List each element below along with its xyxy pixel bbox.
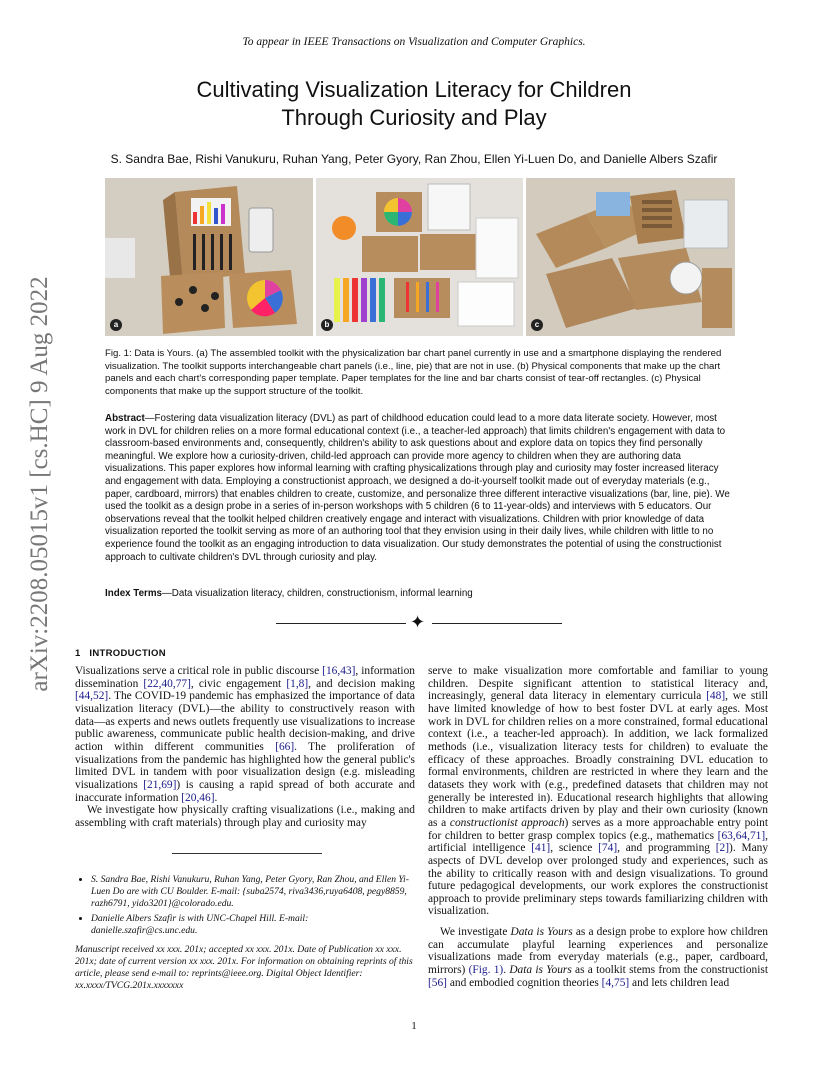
intro-paragraph-4: We investigate Data is Yours as a design probe to explore how children can accumulate playful learning experiences and personalize visualizations made from everyday materials (e.g., paper, cardboard, mirrors) (Fig. 1). Data is Yours as a toolkit stems from the constructionist [56] and embodied cognition theories [4,75] and lets children lead <box>428 926 768 989</box>
footnote-rule <box>172 853 322 854</box>
citation-link[interactable]: [1,8] <box>286 677 309 690</box>
figure-caption: Fig. 1: Data is Yours. (a) The assembled toolkit with the physicalization bar chart panel currently in use and a smartphone displaying the rendered visualization. The toolkit supports interchangeable chart panels (i.e., line, pie) that are not in use. (b) Physical components that make up the chart panels and each chart's corresponding paper template. Paper templates for the line and bar charts consist of tear-off rectangles. (c) Physical components that make up the support structure of the toolkit. <box>105 348 722 397</box>
figure-reference-link[interactable]: (Fig. 1) <box>468 964 504 977</box>
citation-link[interactable]: [41] <box>531 842 551 855</box>
citation-link[interactable]: [56] <box>428 976 447 989</box>
page-number: 1 <box>411 1020 417 1032</box>
citation-link[interactable]: [63,64,71] <box>717 829 766 842</box>
figure-panel-b <box>316 178 523 336</box>
footnote-affiliation-2: • Danielle Albers Szafir is with UNC-Chapel Hill. E-mail: danielle.szafir@cs.unc.edu. <box>91 913 415 937</box>
index-terms <box>105 588 735 599</box>
citation-link[interactable]: [44,52] <box>75 690 109 703</box>
arxiv-identifier[interactable]: arXiv:2208.05015v1 [cs.HC] 9 Aug 2022 <box>26 276 53 692</box>
separator-rule-left <box>276 623 406 624</box>
citation-link[interactable]: [2] <box>715 842 730 855</box>
title-line-2: Through Curiosity and Play <box>281 105 547 130</box>
citation-link[interactable]: [48] <box>706 690 726 703</box>
abstract-label: Abstract <box>105 413 145 424</box>
citation-link[interactable]: [16,43] <box>322 665 356 677</box>
support-structure-illustration <box>526 178 735 336</box>
abstract-text: —Fostering data visualization literacy (DVL) as part of childhood education could lead to a more data literate society. However, most work in DVL for children relies on a more formal educational context (i.e., a teacher-led approach) that limits children's engagement with data to classroom-based environments and, consequently, children's ability to ask questions about and explore data on topics they find personally meaningful. We explore how a curiosity-driven, child-led approach can provide more agency to children when they are authoring data visualizations. This paper explores how informal learning with crafting physicalizations through play and curiosity may foster increased literacy and engagement with data. Employing a constructionist approach, we designed a do-it-yourself toolkit made out of everyday materials (e.g., paper, cardboard, mirrors) that enables children to create, customize, and personalize three different interactive visualizations (bar, line, pie). We used the toolkit as a design probe in a series of in-person workshops with 5 children (6 to 11-year-olds) and interviews with 5 educators. Our observations reveal that the toolkit helped children creatively engage and interact with visualizations. Children with prior knowledge of data visualization reported the toolkit serving as more of an authoring tool that they envision using in their daily lives, while children with little to no experience found the toolkit as an engaging introduction to data visualization. Our study demonstrates the potential of using the constructionist approach to cultivate children's DVL through curiosity and play. <box>105 413 730 563</box>
intro-paragraph-2: We investigate how physically crafting visualizations (i.e., making and assembling with craft materials) through play and curiosity may <box>75 804 415 829</box>
section-number: 1 <box>75 648 81 659</box>
index-terms-text: —Data visualization literacy, children, constructionism, informal learning <box>162 588 473 599</box>
running-header: To appear in IEEE Transactions on Visualization and Computer Graphics. <box>242 36 586 48</box>
section-title: INTRODUCTION <box>89 648 166 659</box>
citation-link[interactable]: [74] <box>598 842 618 855</box>
section-heading <box>75 648 166 659</box>
footnote-affiliation-1: • S. Sandra Bae, Rishi Vanukuru, Ruhan Yang, Peter Gyory, Ran Zhou, and Ellen Yi-Luen Do are with CU Boulder. E-mail: {suba2574, riva3436,ruya6408, pegy8859, razh6791, yido3201}@colorado.edu. <box>91 874 415 910</box>
abstract <box>105 413 735 564</box>
manuscript-info: Manuscript received xx xxx. 201x; accepted xx xxx. 201x. Date of Publication xx xxx. 201x; date of current version xx xxx. 201x. For information on obtaining reprints of this article, please send e-mail to: reprints@ieee.org. Digital Object Identifier: xx.xxxx/TVCG.201x.xxxxxxx <box>75 944 413 991</box>
toolkit-assembled-illustration <box>105 178 313 336</box>
separator-star-icon: ✦ <box>410 612 426 633</box>
figure-panel-c <box>526 178 735 336</box>
citation-link[interactable]: [4,75] <box>601 976 630 989</box>
right-column <box>428 665 768 989</box>
panel-label-c: c <box>531 319 543 331</box>
citation-link[interactable]: [21,69] <box>143 778 177 791</box>
title-line-1: Cultivating Visualization Literacy for Children <box>196 77 632 102</box>
citation-link[interactable]: [20,46] <box>181 791 215 804</box>
panel-label-b: b <box>321 319 333 331</box>
citation-link[interactable]: [66] <box>275 740 295 753</box>
paper-title <box>0 76 828 132</box>
index-terms-label: Index Terms <box>105 588 162 599</box>
citation-link[interactable]: [22,40,77] <box>143 677 191 690</box>
left-column <box>75 665 415 830</box>
author-list: S. Sandra Bae, Rishi Vanukuru, Ruhan Yang, Peter Gyory, Ran Zhou, Ellen Yi-Luen Do, and Danielle Albers Szafir <box>110 152 718 166</box>
figure-panel-a <box>105 178 313 336</box>
panel-label-a: a <box>110 319 122 331</box>
author-footnotes <box>75 874 415 940</box>
separator-rule-right <box>432 623 562 624</box>
intro-paragraph-1: Visualizations serve a critical role in public discourse [16,43], information dissemination [22,40,77], civic engagement [1,8], and decision making [44,52]. The COVID-19 pandemic has emphasized the importance of data visualization literacy (DVL)—the ability to constructively reason with data—as experts and news outlets frequently use visualizations to increase public awareness, communicate public health decision-making, and drive action within different communities [66]. The proliferation of visualizations from the pandemic has highlighted how the general public's limited DVL in tandem with poor visualization design (e.g. misleading visualizations [21,69]) is causing a rapid spread of both accurate and inaccurate information [20,46]. <box>75 665 415 804</box>
intro-paragraph-3: serve to make visualization more comfortable and familiar to young children. Despite significant attention to statistical literacy and, increasingly, general data literacy in elementary curricula [48], we still have limited knowledge of how to best foster DVL at early ages. Most work in DVL for children relies on a more constrained, formal educational context (i.e., a teacher-led approach). In addition, we lack formalized methods (i.e., visualization literacy tests for children) to evaluate the efficacy of these approaches. Broadly constraining DVL education to formal environments, children are restricted in where they learn and the datasets they work with (e.g., predefined datasets that children may not generally be interested in). Educational research highlights that allowing children to make artifacts driven by play and their own curiosity (known as a constructionist approach) serves as a more approachable entry point for children to better grasp complex topics (e.g., mathematics [63,64,71], artificial intelligence [41], science [74], and programming [2]). Many aspects of DVL develop over prolonged study and experiences, such as the ability to critically reason with and design visualizations. To ground future pedagogical developments, our work explores the constructionist approach to provide preliminary steps towards familiarizing children with visualization. <box>428 665 769 918</box>
chart-panel-components-illustration <box>316 178 523 336</box>
